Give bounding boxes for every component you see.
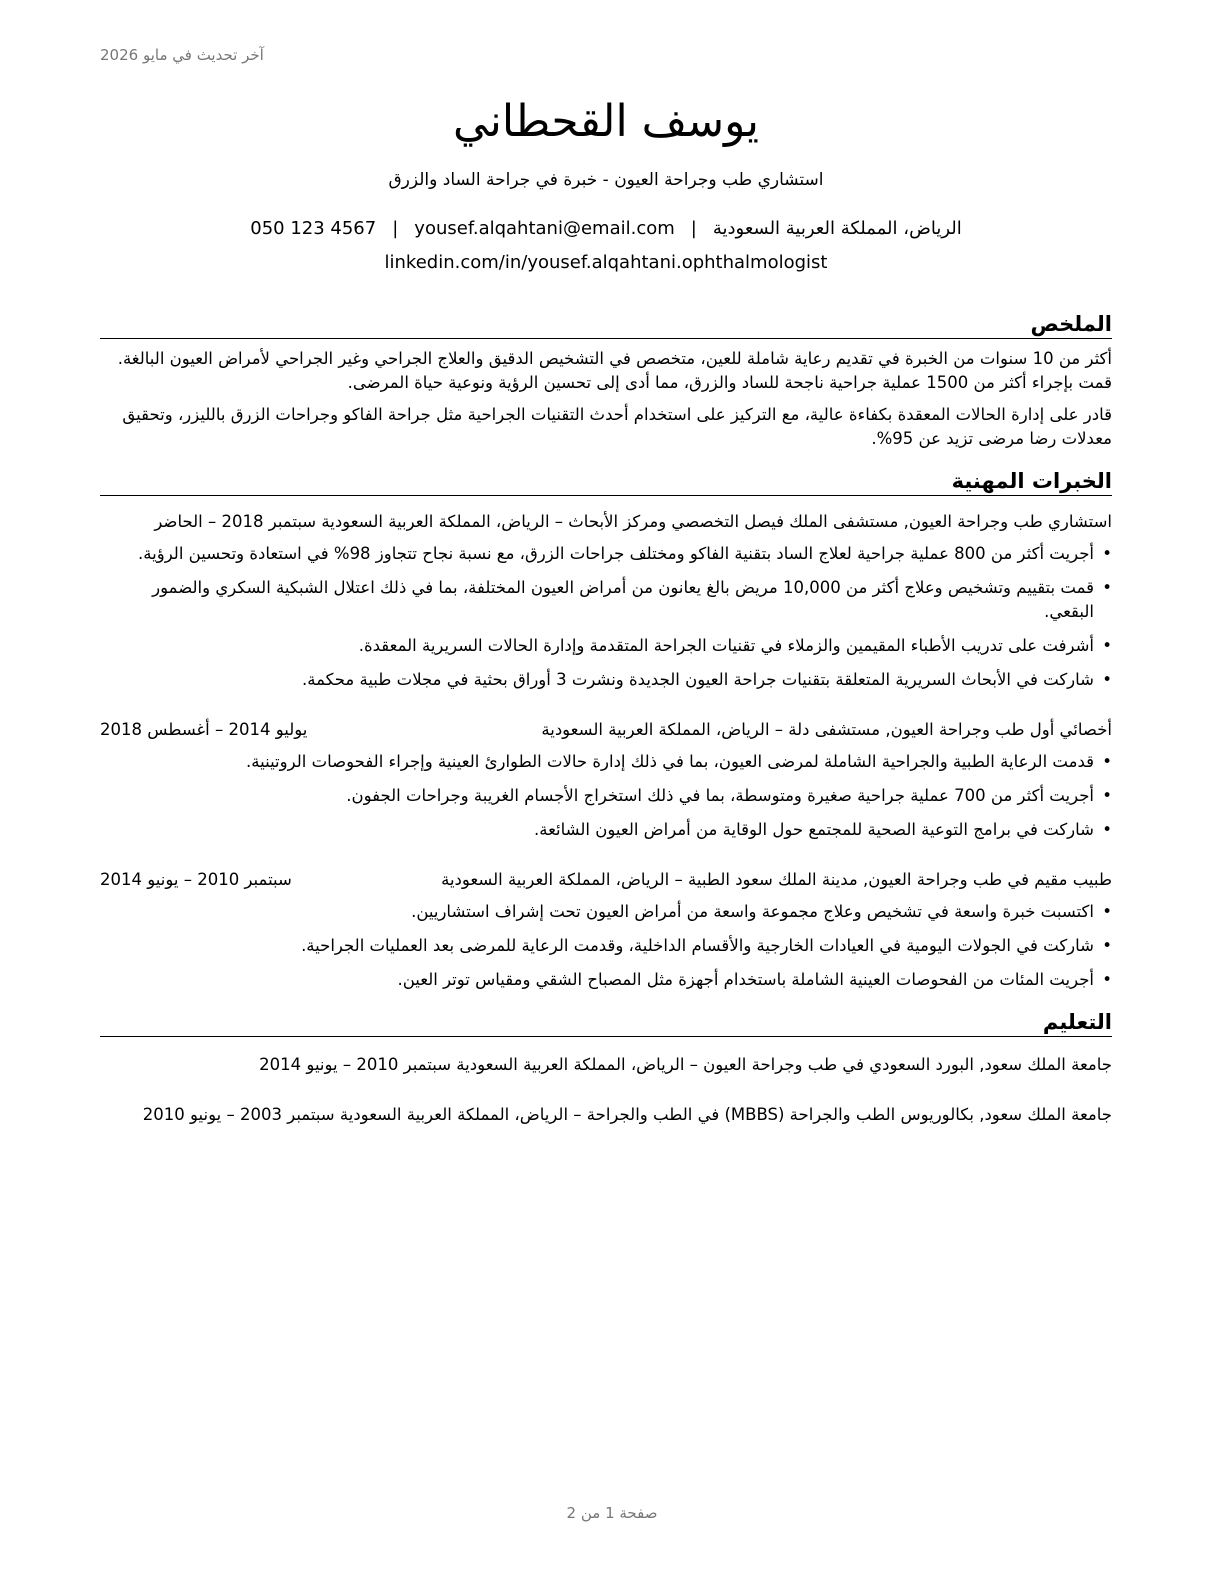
job-dates: سبتمبر 2010 – يونيو 2014 xyxy=(100,870,292,889)
page-number: صفحة 1 من 2 xyxy=(566,1504,658,1522)
job-bullets xyxy=(100,900,1112,992)
contact-separator: | xyxy=(690,218,697,239)
contact-line xyxy=(100,212,1112,246)
job-title: استشاري طب وجراحة العيون, مستشفى الملك فيصل التخصصي ومركز الأبحاث – الرياض، المملكة العربية السعودية xyxy=(321,512,1112,531)
summary-paragraph: قادر على إدارة الحالات المعقدة بكفاءة عالية، مع التركيز على استخدام أحدث التقنيات الجراحية مثل جراحة الفاكو وجراحات الزرق بالليزر، وتحقيق معدلات رضا مرضى تزيد عن 95%. xyxy=(122,405,1112,448)
education-entry xyxy=(100,1053,1112,1077)
education-text: جامعة الملك سعود, بكالوريوس الطب والجراحة (MBBS) في الطب والجراحة – الرياض، المملكة العربية السعودية xyxy=(339,1105,1112,1124)
education-text: جامعة الملك سعود, البورد السعودي في طب وجراحة العيون – الرياض، المملكة العربية السعودية xyxy=(456,1055,1112,1074)
job-bullet: • قدمت الرعاية الطبية والجراحية الشاملة لمرضى العيون، بما في ذلك إدارة حالات الطوارئ العينية وإجراء الفحوصات الروتينية. xyxy=(100,750,1112,774)
job-dates: يوليو 2014 – أغسطس 2018 xyxy=(100,720,308,739)
job-bullets xyxy=(100,542,1112,692)
section-title-education: التعليم xyxy=(100,1008,1112,1037)
last-updated-note: آخر تحديث في مايو 2026 xyxy=(100,46,264,64)
job-heading xyxy=(100,868,1112,892)
job-title: أخصائي أول طب وجراحة العيون, مستشفى دلة – الرياض، المملكة العربية السعودية xyxy=(541,720,1112,739)
summary-paragraph: أكثر من 10 سنوات من الخبرة في تقديم رعاية شاملة للعين، متخصص في التشخيص الدقيق والعلاج الجراحي وغير الجراحي لأمراض العيون البالغة. قمت بإجراء أكثر من 1500 عملية جراحية ناجحة للساد والزرق، مما أدى إلى تحسين الرؤية ونوعية حياة المرضى. xyxy=(117,349,1112,392)
contact-separator: | xyxy=(392,218,399,239)
job-entry xyxy=(100,718,1112,842)
section-title-summary: الملخص xyxy=(100,310,1112,339)
education-dates: سبتمبر 2010 – يونيو 2014 xyxy=(259,1055,452,1074)
job-entry xyxy=(100,510,1112,692)
headline: استشاري طب وجراحة العيون - خبرة في جراحة الساد والزرق xyxy=(388,170,824,190)
section-title-experience: الخبرات المهنية xyxy=(100,467,1112,496)
linkedin-link[interactable]: linkedin.com/in/yousef.alqahtani.ophthalmologist xyxy=(384,252,828,273)
job-heading xyxy=(100,718,1112,742)
education-dates: سبتمبر 2003 – يونيو 2010 xyxy=(142,1105,335,1124)
contact-block xyxy=(100,212,1112,280)
job-title: طبيب مقيم في طب وجراحة العيون, مدينة الملك سعود الطبية – الرياض، المملكة العربية السعودية xyxy=(441,870,1112,889)
job-bullet: • شاركت في الجولات اليومية في العيادات الخارجية والأقسام الداخلية، وقدمت الرعاية للمرضى بعد العمليات الجراحية. xyxy=(100,934,1112,958)
job-bullet: • شاركت في الأبحاث السريرية المتعلقة بتقنيات جراحة العيون الجديدة ونشرت 3 أوراق بحثية في مجلات طبية محكمة. xyxy=(100,668,1112,692)
candidate-name: يوسف القحطاني xyxy=(452,96,760,147)
job-bullet: • أجريت أكثر من 800 عملية جراحية لعلاج الساد بتقنية الفاكو ومختلف جراحات الزرق، مع نسبة نجاح تتجاوز 98% في استعادة وتحسين الرؤية. xyxy=(100,542,1112,566)
job-bullet: • أجريت المئات من الفحوصات العينية الشاملة باستخدام أجهزة مثل المصباح الشقي ومقياس توتر العين. xyxy=(100,968,1112,992)
job-bullet: • أجريت أكثر من 700 عملية جراحية صغيرة ومتوسطة، بما في ذلك استخراج الأجسام الغريبة وجراحات الجفون. xyxy=(100,784,1112,808)
job-heading xyxy=(100,510,1112,534)
email-link[interactable]: yousef.alqahtani@email.com xyxy=(414,218,675,239)
resume-page xyxy=(100,92,1112,1127)
phone-number: 050 123 4567 xyxy=(250,218,377,239)
job-bullet: • شاركت في برامج التوعية الصحية للمجتمع حول الوقاية من أمراض العيون الشائعة. xyxy=(100,818,1112,842)
job-bullets xyxy=(100,750,1112,842)
job-bullet: • أشرفت على تدريب الأطباء المقيمين والزملاء في تقنيات الجراحة المتقدمة وإدارة الحالات السريرية المعقدة. xyxy=(100,634,1112,658)
job-entry xyxy=(100,868,1112,992)
location: الرياض، المملكة العربية السعودية xyxy=(712,218,962,239)
job-dates: سبتمبر 2018 – الحاضر xyxy=(154,512,317,531)
job-bullet: • اكتسبت خبرة واسعة في تشخيص وعلاج مجموعة واسعة من أمراض العيون تحت إشراف استشاريين. xyxy=(100,900,1112,924)
job-bullet: • قمت بتقييم وتشخيص وعلاج أكثر من 10,000 مريض بالغ يعانون من أمراض العيون المختلفة، بما في ذلك اعتلال الشبكية السكري والضمور البقعي. xyxy=(100,576,1112,624)
education-entry xyxy=(100,1103,1112,1127)
